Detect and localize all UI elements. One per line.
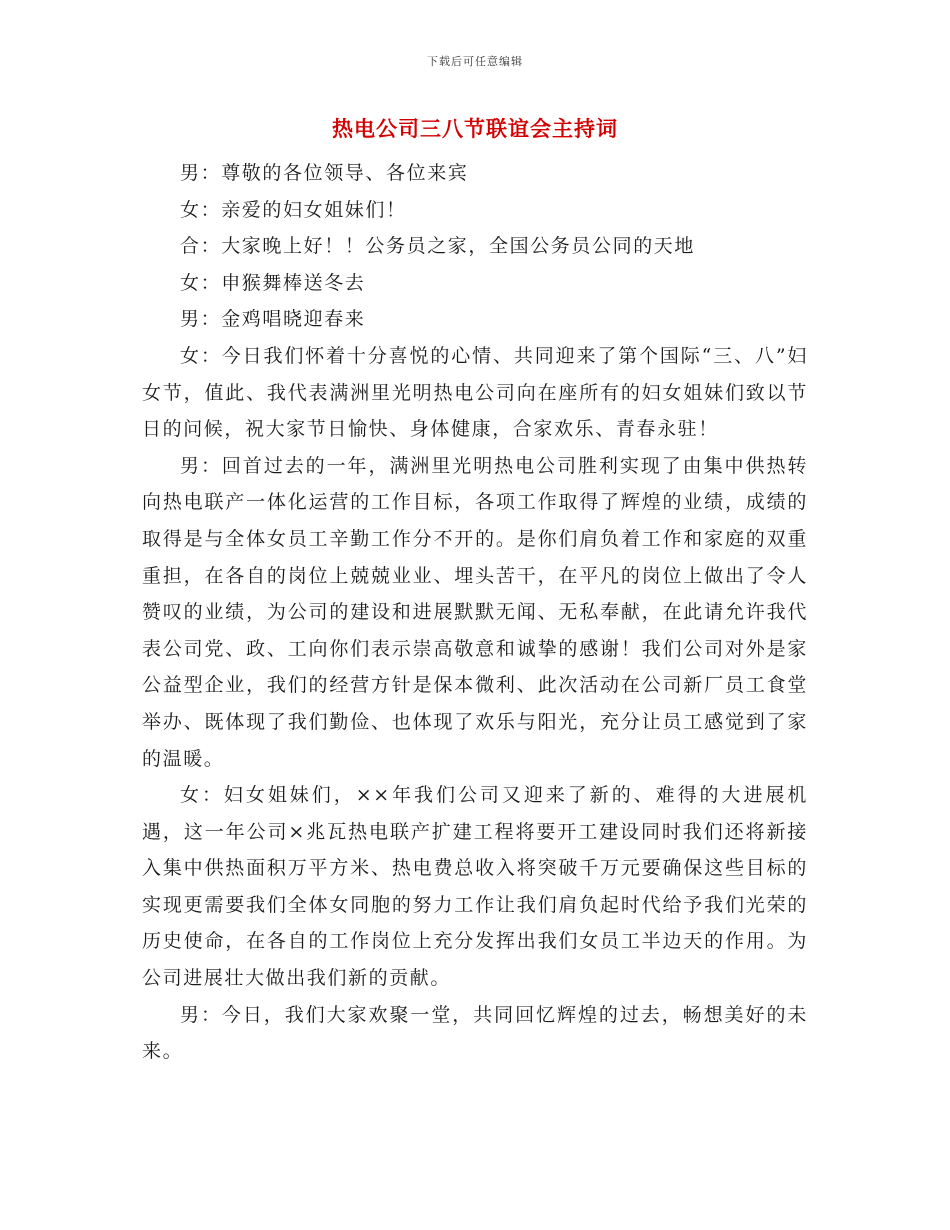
paragraph: 男：尊敬的各位领导、各位来宾: [180, 162, 469, 184]
paragraph: 女：申猴舞棒送冬去: [180, 271, 366, 294]
document-title: 热电公司三八节联谊会主持词: [332, 116, 618, 141]
header-note: 下载后可任意编辑: [427, 55, 523, 68]
paragraph: 男：金鸡唱晓迎春来: [180, 308, 366, 331]
document-body: [142, 155, 808, 1070]
paragraph: 男：今日，我们大家欢聚一堂，共同回忆辉煌的过去，畅想美好的未来。: [142, 1003, 808, 1063]
paragraph: 女：亲爱的妇女姐妹们！: [180, 198, 407, 221]
paragraph: 男：回首过去的一年，满洲里光明热电公司胜利实现了由集中供热转向热电联产一体化运营的工作目标，各项工作取得了辉煌的业绩，成绩的取得是与全体女员工辛勤工作分不开的。是你们肩负着工作和家庭的双重重担，在各自的岗位上兢兢业业、埋头苦干，在平凡的岗位上做出了令人赞叹的业绩，为公司的建设和进展默默无闻、无私奉献，在此请允许我代表公司党、政、工向你们表示崇高敬意和诚挚的感谢！我们公司对外是家公益型企业，我们的经营方针是保本微利、此次活动在公司新厂员工食堂举办、既体现了我们勤俭、也体现了欢乐与阳光，充分让员工感觉到了家的温暖。: [142, 454, 808, 770]
paragraph: 女：今日我们怀着十分喜悦的心情、共同迎来了第个国际“三、八”妇女节，值此、我代表满洲里光明热电公司向在座所有的妇女姐妹们致以节日的问候，祝大家节日愉快、身体健康，合家欢乐、青春永驻！: [142, 344, 808, 441]
paragraph: 合：大家晚上好！！公务员之家，全国公务员公同的天地: [180, 235, 696, 258]
paragraph: 女：妇女姐妹们，××年我们公司又迎来了新的、难得的大进展机遇，这一年公司×兆瓦热电联产扩建工程将要开工建设同时我们还将新接入集中供热面积万平方米、热电费总收入将突破千万元要确保这些目标的实现更需要我们全体女同胞的努力工作让我们肩负起时代给予我们光荣的历史使命，在各自的工作岗位上充分发挥出我们女员工半边天的作用。为公司进展壮大做出我们新的贡献。: [142, 784, 808, 990]
